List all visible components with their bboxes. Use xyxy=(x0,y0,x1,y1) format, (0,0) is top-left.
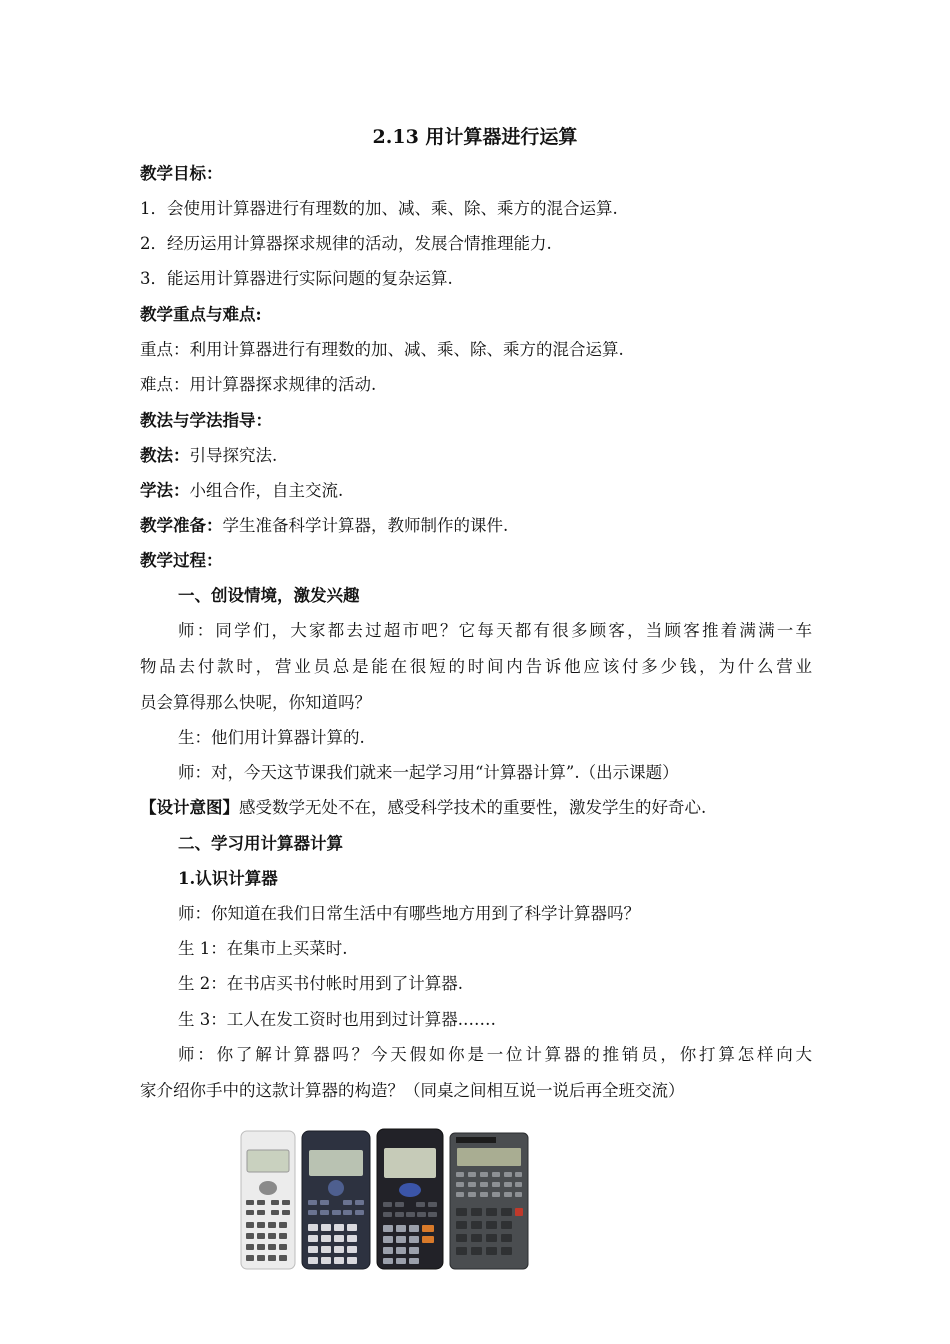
objectives-heading: 教学目标： xyxy=(140,164,223,183)
key-point: 重点：利用计算器进行有理数的加、减、乘、除、乘方的混合运算. xyxy=(140,340,624,359)
paragraph-line: 师：你了解计算器吗？今天假如你是一位计算器的推销员，你打算怎样向大 xyxy=(178,1045,812,1064)
design-intent xyxy=(140,798,706,818)
paragraph-line: 师：同学们，大家都去过超市吧？它每天都有很多顾客，当顾客推着满满一车 xyxy=(178,621,812,640)
prep-text: 学生准备科学计算器，教师制作的课件. xyxy=(222,516,509,535)
teach-method xyxy=(140,446,277,466)
paragraph: 师：对，今天这节课我们就来一起学习用“计算器计算”.（出示课题） xyxy=(178,763,679,782)
design-intent-label: 【设计意图】 xyxy=(140,798,239,817)
paragraph: 师：你知道在我们日常生活中有哪些地方用到了科学计算器吗？ xyxy=(178,904,640,923)
prep-label: 教学准备： xyxy=(140,516,223,535)
white-calculator-icon xyxy=(240,1130,296,1270)
learn-method-label: 学法： xyxy=(140,481,190,500)
paragraph: 生 2：在书店买书付帐时用到了计算器. xyxy=(178,974,463,993)
design-intent-text: 感受数学无处不在，感受科学技术的重要性，激发学生的好奇心. xyxy=(239,798,707,817)
paragraph-line: 物品去付款时，营业员总是能在很短的时间内告诉他应该付多少钱，为什么营业 xyxy=(140,657,812,676)
section-heading: 二、学习用计算器计算 xyxy=(178,834,343,853)
section-heading: 一、创设情境，激发兴趣 xyxy=(178,586,360,605)
paragraph: 生 3：工人在发工资时也用到过计算器.…… xyxy=(178,1010,496,1029)
subsection-heading: 1.认识计算器 xyxy=(178,869,278,888)
page-title: 2.13 用计算器进行运算 xyxy=(372,126,578,148)
preparation xyxy=(140,516,508,536)
casio-blue-calculator-icon xyxy=(301,1130,371,1270)
calculator-images xyxy=(240,1128,620,1272)
objective-item: 3．能运用计算器进行实际问题的复杂运算. xyxy=(140,269,453,288)
key-heading: 教学重点与难点: xyxy=(140,305,262,324)
method-heading: 教法与学法指导： xyxy=(140,411,272,430)
paragraph: 生：他们用计算器计算的. xyxy=(178,728,365,747)
objective-item: 2．经历运用计算器探求规律的活动，发展合情推理能力. xyxy=(140,234,552,253)
paragraph-line: 员会算得那么快呢，你知道吗？ xyxy=(140,693,371,712)
paragraph-line: 家介绍你手中的这款计算器的构造？（同桌之间相互说一说后再全班交流） xyxy=(140,1081,685,1100)
learn-method-text: 小组合作，自主交流. xyxy=(189,481,344,500)
teach-method-label: 教法： xyxy=(140,446,190,465)
casio-dark-calculator-icon xyxy=(376,1128,444,1270)
teach-method-text: 引导探究法. xyxy=(189,446,278,465)
gray-calculator-icon xyxy=(449,1132,529,1270)
learn-method xyxy=(140,481,343,501)
objective-item: 1．会使用计算器进行有理数的加、减、乘、除、乘方的混合运算. xyxy=(140,199,618,218)
process-heading: 教学过程： xyxy=(140,551,223,570)
paragraph: 生 1：在集市上买菜时. xyxy=(178,939,348,958)
difficult-point: 难点：用计算器探求规律的活动. xyxy=(140,375,377,394)
